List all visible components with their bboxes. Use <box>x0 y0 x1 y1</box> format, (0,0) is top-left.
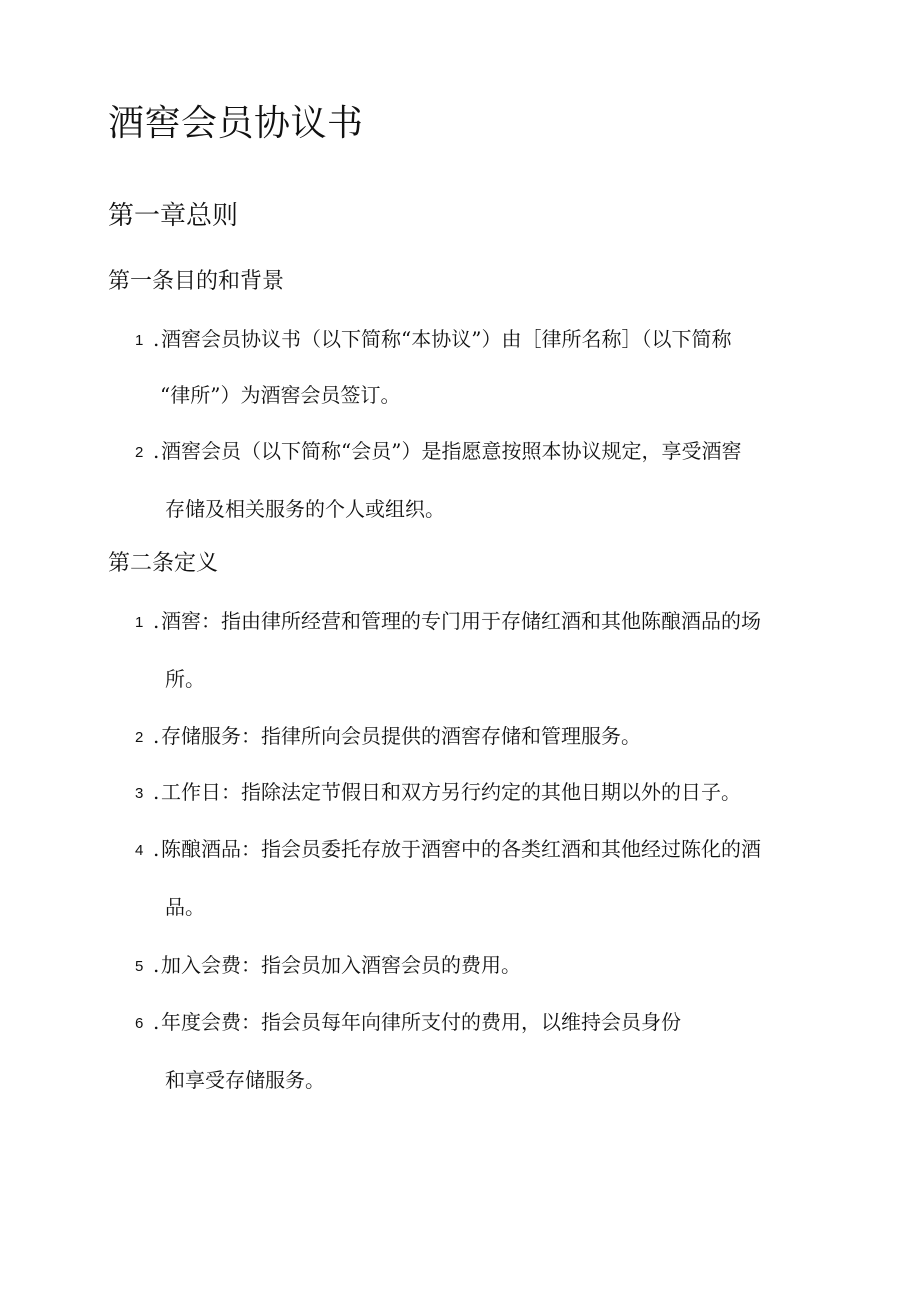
item-text-line: 所。 <box>165 667 205 691</box>
item-number: 2 <box>135 444 144 461</box>
item-text-line: 酒窖：指由律所经营和管理的专门用于存储红酒和其他陈酿酒品的场 <box>161 609 761 633</box>
item-text-line: “律所”）为酒窖会员签订。 <box>160 383 401 407</box>
item-number-dot: . <box>153 327 160 351</box>
item-number-dot: . <box>153 1010 160 1034</box>
item-number: 5 <box>135 958 144 975</box>
item-number-dot: . <box>153 953 160 977</box>
item-number-dot: . <box>153 724 160 748</box>
article-title-1: 第一条目的和背景 <box>108 269 285 294</box>
item-number-dot: . <box>153 609 160 633</box>
item-text-line: 陈酿酒品：指会员委托存放于酒窖中的各类红酒和其他经过陈化的酒 <box>161 837 761 861</box>
item-text-line: 品。 <box>165 895 205 919</box>
item-text-line: 加入会费：指会员加入酒窖会员的费用。 <box>161 953 521 977</box>
item-number-dot: . <box>153 439 160 463</box>
item-number: 1 <box>135 332 144 349</box>
chapter-title: 第一章总则 <box>108 201 239 231</box>
article-title-2: 第二条定义 <box>108 551 219 576</box>
item-number: 3 <box>135 785 144 802</box>
item-number: 6 <box>135 1015 144 1032</box>
item-number: 1 <box>135 614 144 631</box>
item-text-line: 年度会费：指会员每年向律所支付的费用，以维持会员身份 <box>161 1010 681 1034</box>
item-text-line: 存储服务：指律所向会员提供的酒窖存储和管理服务。 <box>161 724 641 748</box>
item-number: 4 <box>135 842 144 859</box>
item-text-line: 酒窖会员协议书（以下简称“本协议”）由［律所名称］（以下简称 <box>161 327 732 351</box>
item-number-dot: . <box>153 780 160 804</box>
item-text-line: 存储及相关服务的个人或组织。 <box>165 497 445 521</box>
item-text-line: 酒窖会员（以下简称“会员”）是指愿意按照本协议规定，享受酒窖 <box>161 439 742 463</box>
item-number: 2 <box>135 729 144 746</box>
item-text-line: 工作日：指除法定节假日和双方另行约定的其他日期以外的日子。 <box>161 780 741 804</box>
document-title: 酒窖会员协议书 <box>108 103 364 144</box>
item-number-dot: . <box>153 837 160 861</box>
item-text-line: 和享受存储服务。 <box>165 1068 325 1092</box>
